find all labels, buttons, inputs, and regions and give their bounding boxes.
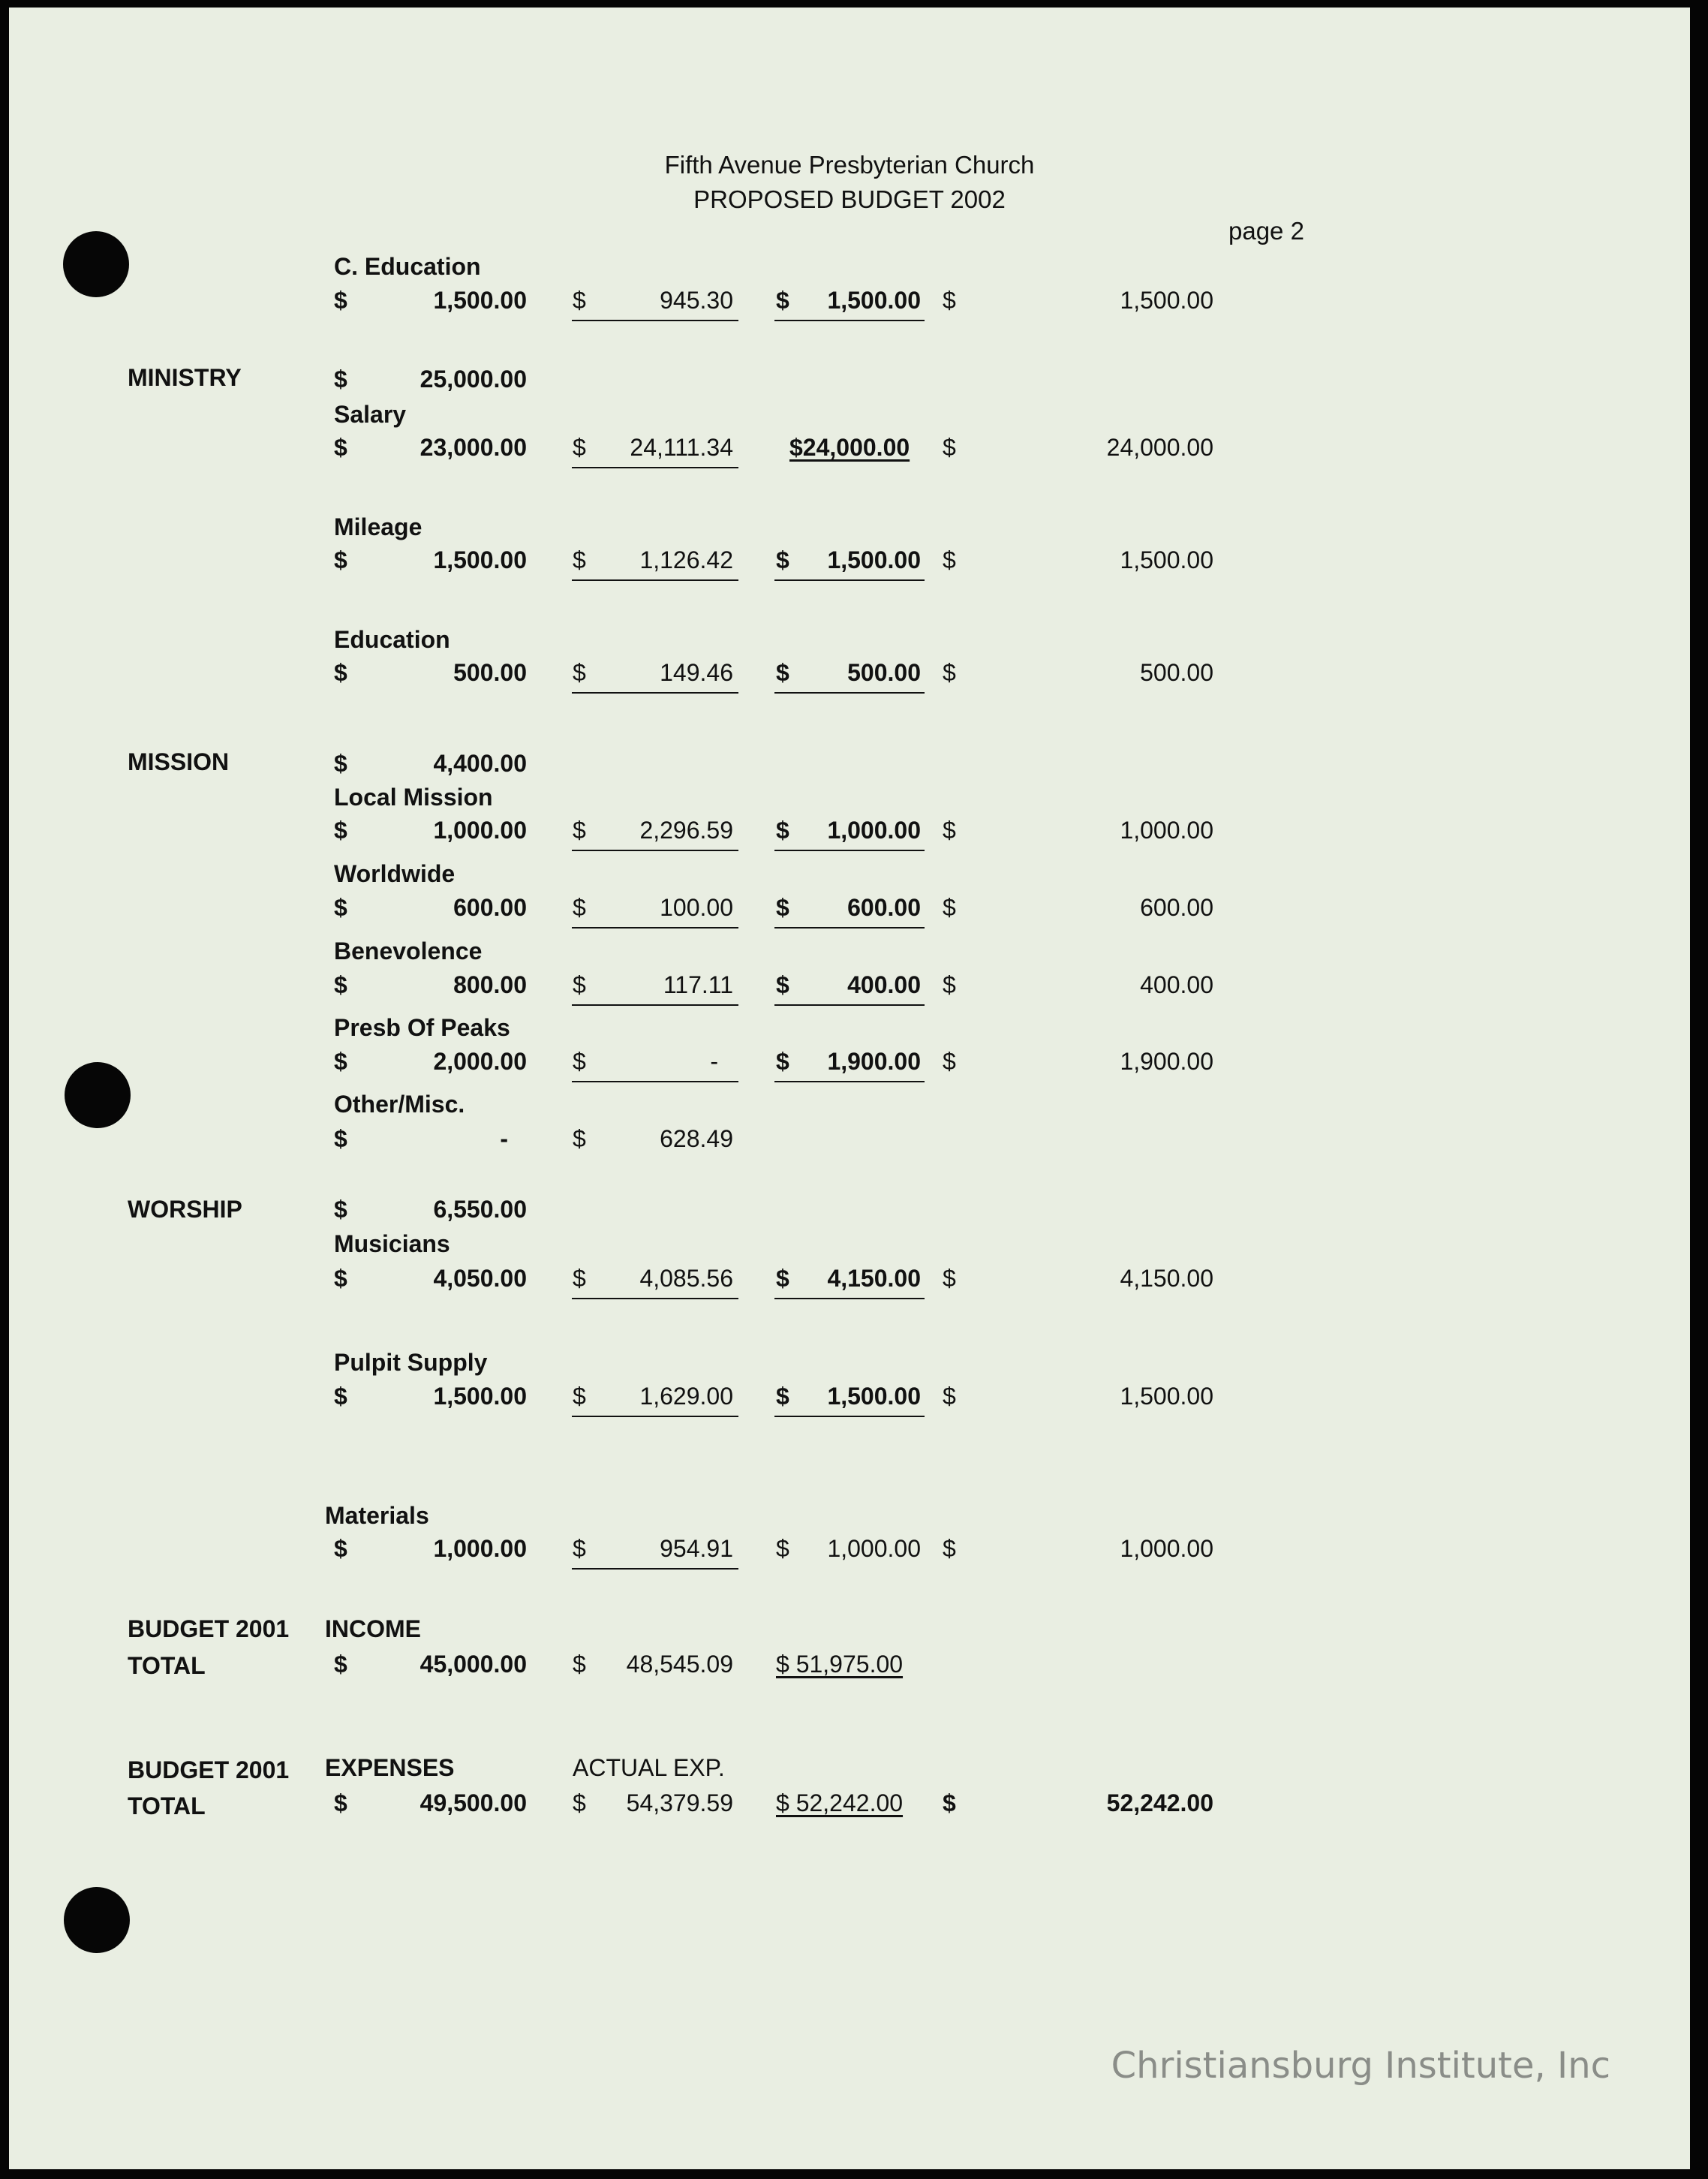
currency-sign: $: [776, 659, 789, 686]
currency-sign: $: [776, 287, 789, 314]
underline-rule: [572, 927, 738, 928]
proposed-amount: $24,000.00: [789, 434, 910, 461]
budget-2001-amount: 1,500.00: [433, 1383, 527, 1410]
final-amount: 24,000.00: [1106, 434, 1213, 461]
proposed-amount: 1,900.00: [827, 1048, 921, 1075]
underline-rule: [774, 1004, 925, 1006]
currency-sign: $: [334, 434, 347, 461]
item-name: Benevolence: [334, 938, 483, 965]
currency-sign: $: [943, 546, 956, 573]
currency-sign: $: [573, 1383, 586, 1410]
currency-sign: $: [334, 1789, 347, 1816]
currency-sign: $: [943, 1535, 956, 1562]
actual-expenses-heading: ACTUAL EXP.: [573, 1754, 725, 1781]
actual-amount: 945.30: [660, 287, 733, 314]
currency-sign: $: [776, 894, 789, 921]
proposed-amount: 4,150.00: [827, 1265, 921, 1292]
currency-sign: $: [776, 971, 789, 998]
final-amount: 52,242.00: [1106, 1789, 1213, 1816]
income-heading: INCOME: [325, 1615, 421, 1642]
item-name: Salary: [334, 401, 407, 428]
punch-hole: [63, 231, 129, 297]
currency-sign: $: [943, 1048, 956, 1075]
expenses-heading: EXPENSES: [325, 1754, 455, 1781]
currency-sign: $: [334, 1125, 347, 1152]
item-name: Presb Of Peaks: [334, 1014, 510, 1041]
item-name: Education: [334, 626, 450, 653]
currency-sign: $: [776, 546, 789, 573]
currency-sign: $: [573, 546, 586, 573]
currency-sign: $: [334, 659, 347, 686]
currency-sign: $: [776, 817, 789, 844]
total-label: TOTAL: [128, 1652, 206, 1679]
total-label: BUDGET 2001: [128, 1615, 290, 1642]
currency-sign: $: [943, 817, 956, 844]
budget-2001-amount: 45,000.00: [419, 1651, 527, 1678]
proposed-amount: 600.00: [847, 894, 921, 921]
budget-2001-amount: -: [500, 1125, 508, 1152]
currency-sign: $: [573, 1651, 586, 1678]
currency-sign: $: [943, 1789, 956, 1816]
section-heading-worship: WORSHIP: [128, 1196, 242, 1223]
final-amount: 1,900.00: [1120, 1048, 1213, 1075]
final-amount: 1,000.00: [1120, 1535, 1213, 1562]
currency-sign: $: [943, 971, 956, 998]
actual-amount: 100.00: [660, 894, 733, 921]
currency-sign: $: [573, 287, 586, 314]
underline-rule: [774, 1298, 925, 1299]
currency-sign: $: [573, 1265, 586, 1292]
item-name: Other/Misc.: [334, 1091, 465, 1118]
proposed-amount: 1,500.00: [827, 546, 921, 573]
item-name: Materials: [325, 1502, 429, 1529]
currency-sign: $: [943, 659, 956, 686]
underline-rule: [572, 320, 738, 321]
budget-2001-amount: 800.00: [453, 971, 527, 998]
currency-sign: $: [943, 1265, 956, 1292]
actual-amount: 48,545.09: [626, 1651, 733, 1678]
currency-sign: $: [334, 366, 347, 393]
currency-sign: $: [573, 1125, 586, 1152]
section-heading-ministry: MINISTRY: [128, 364, 242, 391]
currency-sign: $: [776, 1048, 789, 1075]
document-title: Fifth Avenue Presbyterian Church: [664, 151, 1035, 179]
item-name: Musicians: [334, 1230, 450, 1257]
underline-rule: [572, 692, 738, 694]
actual-amount: 117.11: [663, 971, 733, 998]
currency-sign: $: [573, 1048, 586, 1075]
underline-rule: [572, 1004, 738, 1006]
currency-sign: $: [573, 971, 586, 998]
underline-rule: [774, 850, 925, 851]
currency-sign: $: [573, 1789, 586, 1816]
budget-2001-amount: 49,500.00: [419, 1789, 527, 1816]
actual-amount: 1,629.00: [639, 1383, 733, 1410]
budget-2001-amount: 23,000.00: [419, 434, 527, 461]
total-label: TOTAL: [128, 1792, 206, 1819]
underline-rule: [774, 1416, 925, 1417]
item-name: Worldwide: [334, 860, 456, 887]
final-amount: 1,500.00: [1120, 546, 1213, 573]
currency-sign: $: [776, 1265, 789, 1292]
currency-sign: $: [334, 971, 347, 998]
budget-2001-amount: 1,500.00: [433, 546, 527, 573]
budget-2001-amount: 2,000.00: [433, 1048, 527, 1075]
underline-rule: [572, 467, 738, 468]
item-name: Pulpit Supply: [334, 1349, 488, 1376]
underline-rule: [572, 1568, 738, 1570]
document-page: [9, 8, 1690, 2169]
final-amount: 600.00: [1140, 894, 1213, 921]
underline-rule: [774, 579, 925, 581]
currency-sign: $: [334, 1196, 347, 1223]
proposed-amount: 500.00: [847, 659, 921, 686]
section-total: 25,000.00: [419, 366, 527, 393]
proposed-amount: $ 52,242.00: [776, 1789, 904, 1816]
actual-amount: 54,379.59: [626, 1789, 733, 1816]
currency-sign: $: [334, 750, 347, 777]
underline-rule: [572, 1416, 738, 1417]
currency-sign: $: [573, 434, 586, 461]
budget-2001-amount: 500.00: [453, 659, 527, 686]
item-name: C. Education: [334, 253, 481, 280]
currency-sign: $: [334, 1383, 347, 1410]
underline-rule: [774, 320, 925, 321]
budget-2001-amount: 600.00: [453, 894, 527, 921]
currency-sign: $: [776, 1535, 789, 1562]
currency-sign: $: [943, 434, 956, 461]
total-label: BUDGET 2001: [128, 1756, 290, 1783]
document-subtitle: PROPOSED BUDGET 2002: [693, 185, 1006, 213]
budget-2001-amount: 1,000.00: [433, 1535, 527, 1562]
section-total: 6,550.00: [433, 1196, 527, 1223]
proposed-amount: 1,500.00: [827, 1383, 921, 1410]
currency-sign: $: [334, 894, 347, 921]
budget-2001-amount: 1,500.00: [433, 287, 527, 314]
proposed-amount: $ 51,975.00: [776, 1651, 904, 1678]
currency-sign: $: [776, 1383, 789, 1410]
currency-sign: $: [334, 817, 347, 844]
currency-sign: $: [334, 1265, 347, 1292]
final-amount: 1,000.00: [1120, 817, 1213, 844]
punch-hole: [65, 1062, 131, 1128]
currency-sign: $: [943, 1383, 956, 1410]
page-number: page 2: [1228, 217, 1304, 245]
actual-amount: -: [710, 1048, 718, 1075]
currency-sign: $: [573, 894, 586, 921]
currency-sign: $: [573, 817, 586, 844]
underline-rule: [774, 927, 925, 928]
budget-2001-amount: 1,000.00: [433, 817, 527, 844]
final-amount: 1,500.00: [1120, 287, 1213, 314]
underline-rule: [774, 692, 925, 694]
final-amount: 1,500.00: [1120, 1383, 1213, 1410]
final-amount: 500.00: [1140, 659, 1213, 686]
underline-rule: [572, 1081, 738, 1082]
actual-amount: 1,126.42: [639, 546, 733, 573]
item-name: Local Mission: [334, 784, 493, 811]
proposed-amount: 400.00: [847, 971, 921, 998]
currency-sign: $: [334, 287, 347, 314]
currency-sign: $: [573, 1535, 586, 1562]
underline-rule: [572, 1298, 738, 1299]
item-name: Mileage: [334, 513, 422, 540]
proposed-amount: 1,000.00: [827, 1535, 921, 1562]
actual-amount: 2,296.59: [639, 817, 733, 844]
currency-sign: $: [334, 1535, 347, 1562]
proposed-amount: 1,500.00: [827, 287, 921, 314]
currency-sign: $: [573, 659, 586, 686]
actual-amount: 24,111.34: [630, 434, 733, 461]
underline-rule: [572, 579, 738, 581]
currency-sign: $: [943, 894, 956, 921]
actual-amount: 4,085.56: [639, 1265, 733, 1292]
underline-rule: [572, 850, 738, 851]
final-amount: 4,150.00: [1120, 1265, 1213, 1292]
section-total: 4,400.00: [433, 750, 527, 777]
proposed-amount: 1,000.00: [827, 817, 921, 844]
actual-amount: 954.91: [660, 1535, 733, 1562]
section-heading-mission: MISSION: [128, 748, 230, 775]
currency-sign: $: [334, 1651, 347, 1678]
actual-amount: 149.46: [660, 659, 733, 686]
punch-hole: [64, 1887, 130, 1953]
underline-rule: [774, 1081, 925, 1082]
budget-2001-amount: 4,050.00: [433, 1265, 527, 1292]
currency-sign: $: [334, 1048, 347, 1075]
final-amount: 400.00: [1140, 971, 1213, 998]
currency-sign: $: [943, 287, 956, 314]
currency-sign: $: [334, 546, 347, 573]
watermark-text: Christiansburg Institute, Inc: [1111, 2045, 1610, 2087]
actual-amount: 628.49: [660, 1125, 733, 1152]
